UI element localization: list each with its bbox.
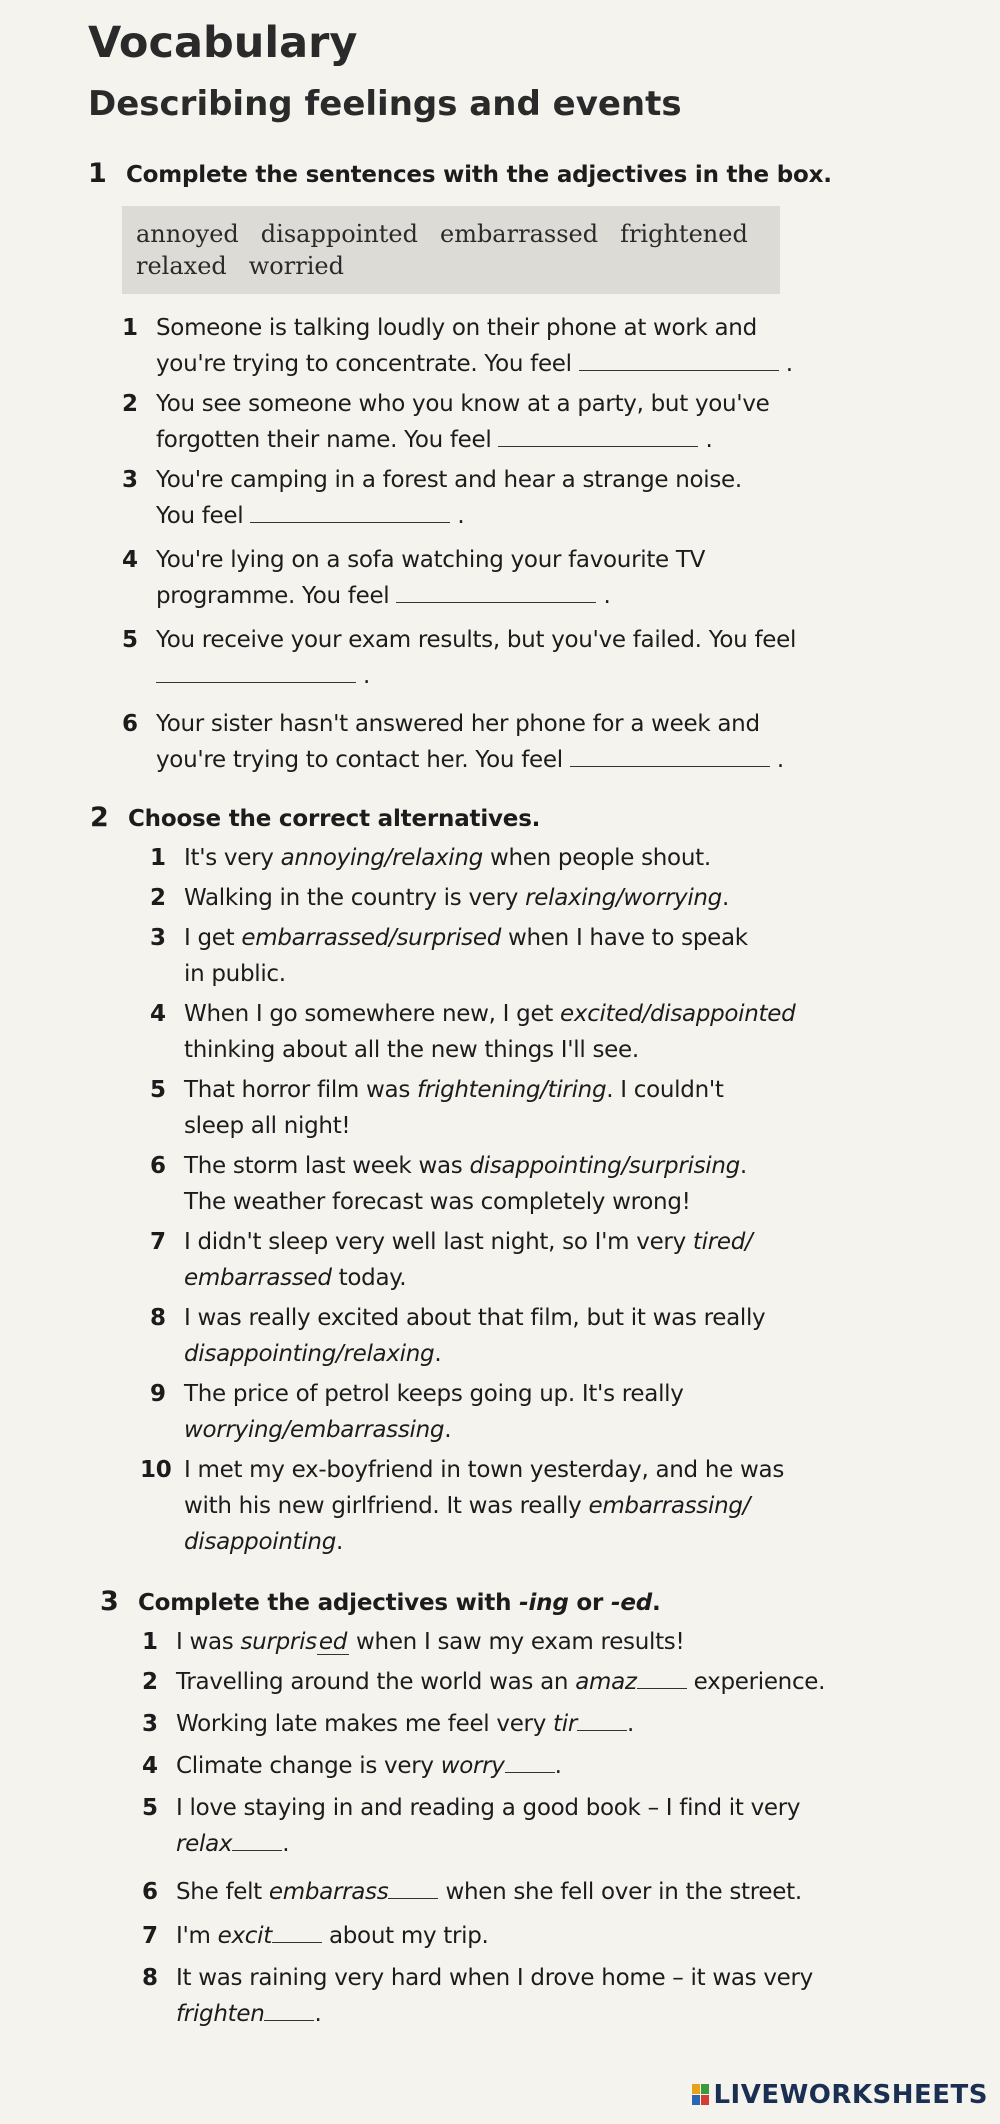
answer-field[interactable] <box>388 1876 438 1899</box>
answer-field[interactable] <box>637 1666 687 1689</box>
alternatives[interactable]: frightening/tiring <box>417 1077 607 1103</box>
exercise-instruction: Complete the sentences with the adjectives in the box. <box>126 162 832 188</box>
box-word: embarrassed <box>439 220 599 248</box>
ex1-item: 5 You receive your exam results, but you've failed. You feel . <box>122 627 797 689</box>
alternatives[interactable]: worrying/embarrassing <box>184 1417 445 1443</box>
word-box <box>122 206 780 294</box>
ex2-item: 10 I met my ex-boyfriend in town yesterday, and he was with his new girlfriend. It was really embarrassing/ disappointing. <box>140 1457 784 1555</box>
answer-blank[interactable] <box>579 348 779 371</box>
answer-field[interactable] <box>232 1828 282 1851</box>
answer-field[interactable] <box>264 1998 314 2021</box>
answer-field[interactable] <box>272 1920 322 1943</box>
exercise-number: 1 <box>88 158 107 189</box>
answer-field[interactable] <box>505 1750 555 1773</box>
ex3-item: 2 Travelling around the world was an amaz experience. <box>142 1664 862 1700</box>
box-word: annoyed <box>136 220 239 248</box>
exercise-2-heading: 2 Choose the correct alternatives. <box>90 802 541 833</box>
alternatives[interactable]: disappointing/surprising <box>469 1153 740 1179</box>
ex2-item: 3 I get embarrassed/surprised when I have to speak in public. <box>150 925 748 987</box>
ex3-item: 5 I love staying in and reading a good book – I find it very relax . <box>142 1795 801 1857</box>
ex2-item: 9 The price of petrol keeps going up. It's really worrying/embarrassing. <box>150 1381 684 1443</box>
alternatives[interactable]: embarrassing/ <box>588 1493 751 1519</box>
answer-field[interactable] <box>577 1708 627 1731</box>
box-word: relaxed <box>136 252 227 280</box>
ex2-item: 4 When I go somewhere new, I get excited/disappointed thinking about all the new things I'll see. <box>150 1001 796 1063</box>
answer-blank[interactable] <box>498 424 698 447</box>
answer-blank[interactable] <box>396 580 596 603</box>
ex1-item: 2 You see someone who you know at a party, but you've forgotten their name. You feel . <box>122 391 770 453</box>
ex1-item: 4 You're lying on a sofa watching your favourite TV programme. You feel . <box>122 547 706 609</box>
answer-blank[interactable] <box>156 660 356 683</box>
alternatives[interactable]: relaxing/worrying <box>525 885 722 911</box>
page-title: Vocabulary <box>88 18 358 68</box>
answer-field[interactable]: ed <box>318 1629 348 1655</box>
ex3-item: 7 I'm excit about my trip. <box>142 1918 862 1954</box>
ex3-item: 8 It was raining very hard when I drove home – it was very frighten . <box>142 1965 813 2027</box>
ex1-item: 1 Someone is talking loudly on their phone at work and you're trying to concentrate. You feel . <box>122 315 793 377</box>
ex1-item: 3 You're camping in a forest and hear a strange noise. You feel . <box>122 467 742 529</box>
answer-blank[interactable] <box>570 744 770 767</box>
alternatives[interactable]: embarrassed/surprised <box>241 925 501 951</box>
alternatives[interactable]: annoying/relaxing <box>280 845 483 871</box>
ex3-item: 6 She felt embarrass when she fell over in the street. <box>142 1874 862 1910</box>
alternatives[interactable]: disappointing/relaxing <box>184 1341 435 1367</box>
box-word: worried <box>248 252 344 280</box>
liveworksheets-logo: LIVEWORKSHEETS <box>692 2080 988 2110</box>
page-subtitle: Describing feelings and events <box>88 84 682 124</box>
ex2-item: 6 The storm last week was disappointing/surprising. The weather forecast was completely wrong! <box>150 1153 747 1215</box>
ex1-item: 6 Your sister hasn't answered her phone for a week and you're trying to contact her. You feel . <box>122 711 784 773</box>
exercise-3-heading: 3 Complete the adjectives with -ing or -ed. <box>100 1586 661 1617</box>
answer-blank[interactable] <box>250 500 450 523</box>
alternatives[interactable]: tired/ <box>692 1229 753 1255</box>
ex2-item: 8 I was really excited about that film, but it was really disappointing/relaxing. <box>150 1305 766 1367</box>
alternatives[interactable]: embarrassed <box>184 1265 332 1291</box>
exercise-1-heading <box>88 158 832 189</box>
alternatives[interactable]: disappointing <box>184 1529 336 1555</box>
ex3-item: 4 Climate change is very worry . <box>142 1748 862 1784</box>
box-word: disappointed <box>260 220 418 248</box>
box-word: frightened <box>620 220 748 248</box>
ex3-item: 3 Working late makes me feel very tir . <box>142 1706 862 1742</box>
ex2-item: 5 That horror film was frightening/tiring. I couldn't sleep all night! <box>150 1077 724 1139</box>
logo-mark-icon <box>692 2084 710 2106</box>
ex2-item: 2 Walking in the country is very relaxing/worrying. <box>150 885 730 911</box>
ex3-item: 1 I was surprised when I saw my exam results! <box>142 1629 685 1655</box>
ex2-item: 7 I didn't sleep very well last night, so I'm very tired/ embarrassed today. <box>150 1229 753 1291</box>
ex2-item: 1 It's very annoying/relaxing when people shout. <box>150 845 711 871</box>
alternatives[interactable]: excited/disappointed <box>560 1001 796 1027</box>
